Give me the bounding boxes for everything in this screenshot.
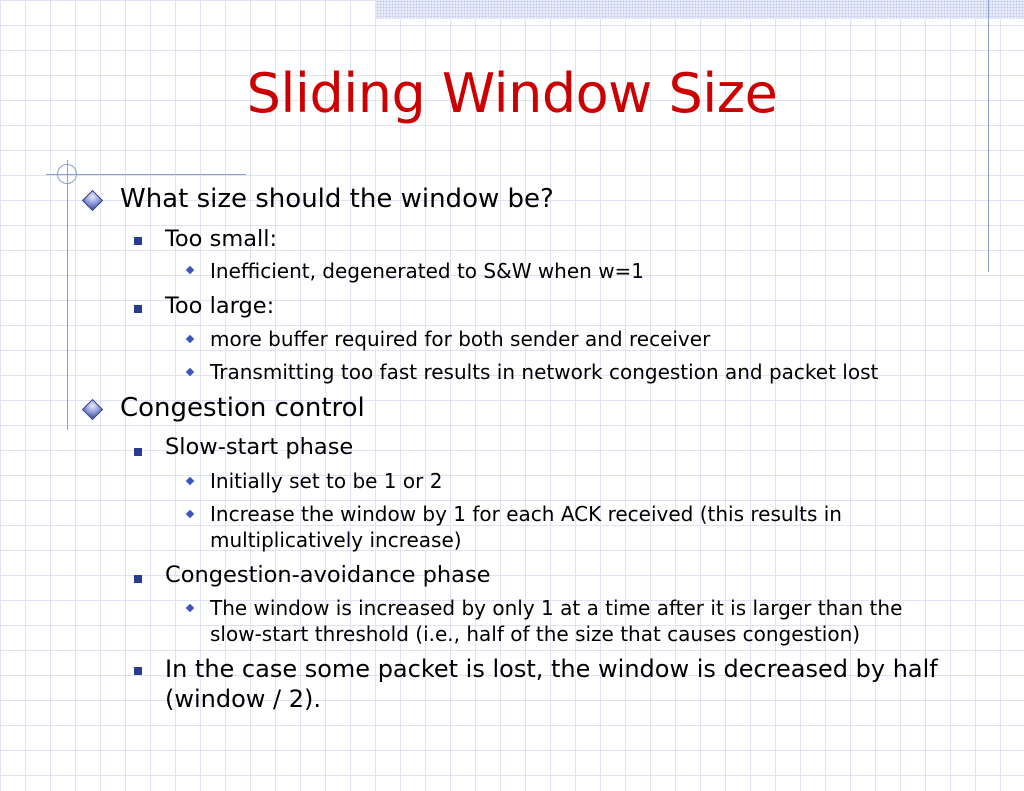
bullet-slow-start-increase-cont: multiplicatively increase) <box>210 528 462 552</box>
bullet-avoidance-detail: The window is increased by only 1 at a time after it is larger than the <box>210 596 903 620</box>
bullet-slow-start-increase: Increase the window by 1 for each ACK received (this results in <box>210 502 842 526</box>
bullet-packet-loss: In the case some packet is lost, the window is decreased by half <box>165 655 938 683</box>
bullet-too-large-buffer: more buffer required for both sender and receiver <box>210 327 711 351</box>
slide-title: Sliding Window Size <box>246 62 778 125</box>
square-bullet-icon <box>134 448 142 456</box>
square-bullet-icon <box>134 237 142 245</box>
small-diamond-bullet-icon <box>186 266 194 274</box>
square-bullet-icon <box>134 575 142 583</box>
bullet-too-small: Too small: <box>165 226 278 252</box>
bullet-slow-start-initial: Initially set to be 1 or 2 <box>210 469 443 493</box>
bullet-avoidance-detail-cont: slow-start threshold (i.e., half of the size that causes congestion) <box>210 622 861 646</box>
small-diamond-bullet-icon <box>186 604 194 612</box>
small-diamond-bullet-icon <box>186 335 194 343</box>
bullet-too-small-detail: Inefficient, degenerated to S&W when w=1 <box>210 259 645 283</box>
diamond-bullet-icon <box>82 399 103 420</box>
crosshair-circle-icon <box>57 164 77 184</box>
bullet-congestion-control: Congestion control <box>120 393 365 423</box>
small-diamond-bullet-icon <box>186 368 194 376</box>
crosshair-vertical-line <box>67 160 68 430</box>
diamond-bullet-icon <box>82 190 103 211</box>
decorative-vertical-rule <box>988 0 989 272</box>
small-diamond-bullet-icon <box>186 477 194 485</box>
bullet-what-size: What size should the window be? <box>120 184 554 214</box>
square-bullet-icon <box>134 667 142 675</box>
bullet-too-large: Too large: <box>165 293 275 319</box>
bullet-congestion-avoidance: Congestion-avoidance phase <box>165 562 491 588</box>
bullet-too-large-congestion: Transmitting too fast results in network congestion and packet lost <box>210 360 879 384</box>
small-diamond-bullet-icon <box>186 510 194 518</box>
decorative-dot-band <box>376 0 1024 19</box>
bullet-packet-loss-cont: (window / 2). <box>165 685 322 713</box>
square-bullet-icon <box>134 305 142 313</box>
bullet-slow-start: Slow-start phase <box>165 434 354 460</box>
